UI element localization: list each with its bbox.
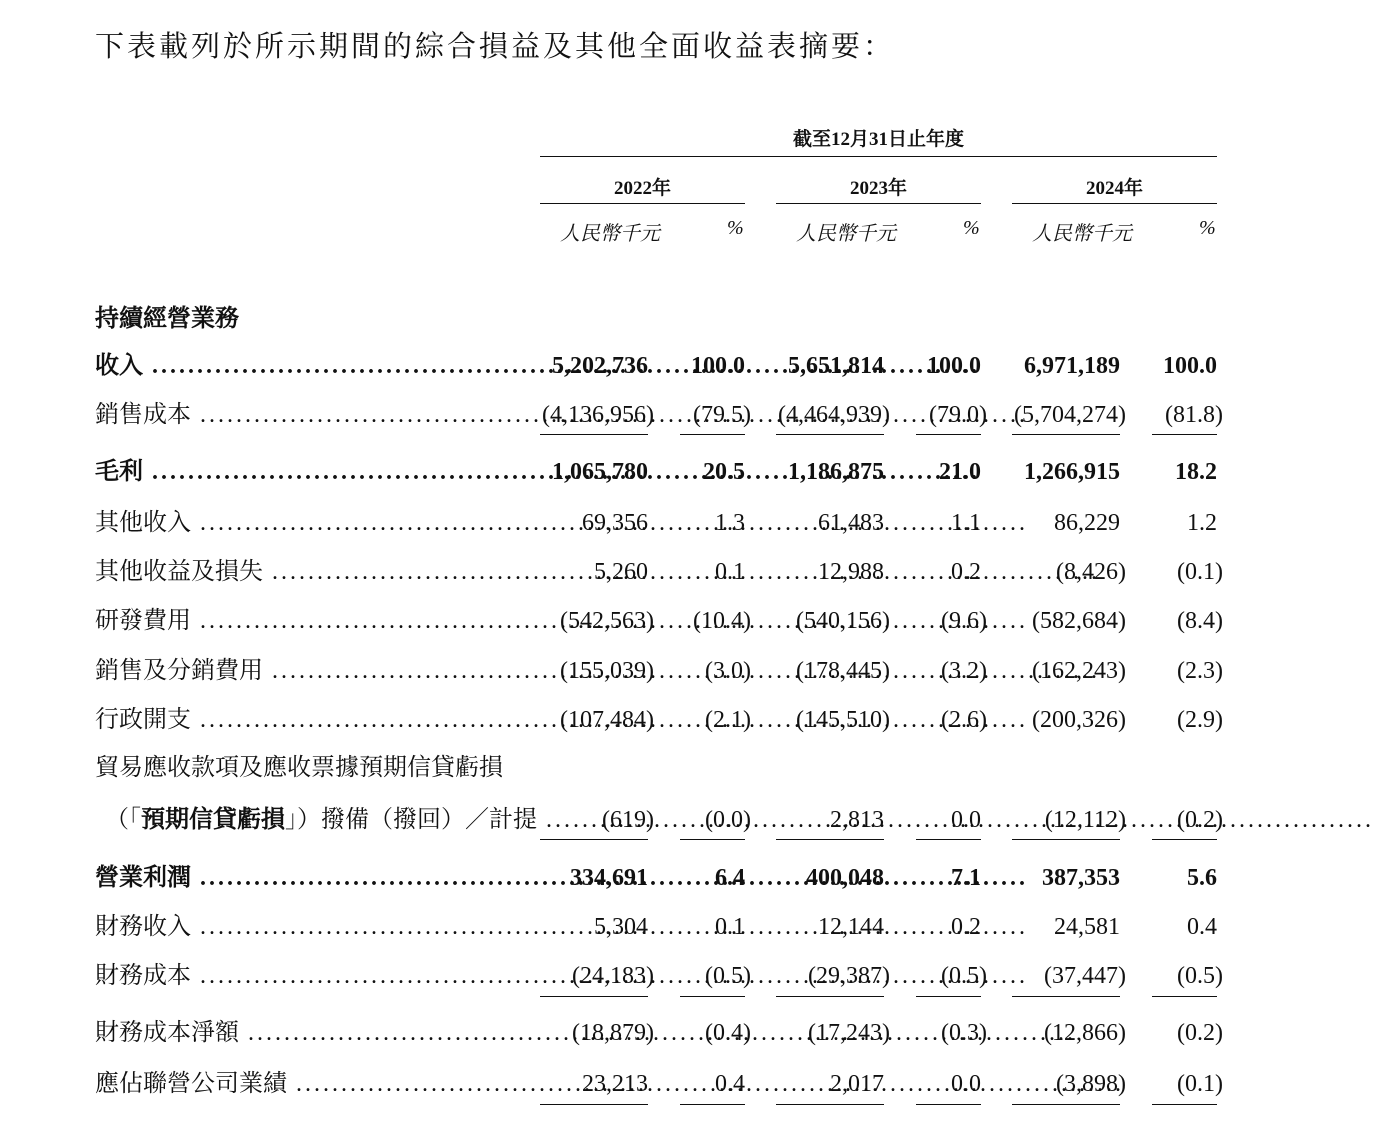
table-row [0, 398, 1274, 432]
cell-2024-amount: (200,326) [1032, 707, 1126, 733]
cell-2024-percent: (0.2) [1177, 1020, 1223, 1046]
cell-2023-percent: 21.0 [939, 459, 981, 485]
cell-2022-amount: 5,260 [594, 559, 648, 585]
cell-2023-percent: (79.0) [929, 402, 987, 428]
subtotal-rule [916, 996, 981, 997]
table-row [0, 1016, 1274, 1050]
cell-2024-amount: (5,704,274) [1014, 402, 1126, 428]
year-rule-2023 [776, 203, 981, 204]
year-header-2023: 2023年 [849, 178, 907, 199]
cell-2024-percent: (2.3) [1177, 658, 1223, 684]
cell-2023-amount: 2,813 [830, 807, 884, 833]
label-part: 」）撥備（撥回）／計提 [285, 807, 537, 833]
cell-2024-amount: 387,353 [1042, 865, 1120, 891]
cell-2023-amount: (145,510) [796, 707, 890, 733]
cell-2024-percent: (0.2) [1177, 807, 1223, 833]
subtotal-rule [776, 996, 884, 997]
cell-2024-percent: (0.5) [1177, 963, 1223, 989]
cell-2023-amount: (17,243) [808, 1020, 890, 1046]
cell-2024-percent: 0.4 [1187, 914, 1217, 940]
cell-2024-amount: (162,243) [1032, 658, 1126, 684]
table-row [0, 555, 1274, 589]
subtotal-rule [776, 434, 884, 435]
cell-2024-amount: 86,229 [1054, 510, 1120, 536]
subtotal-rule [680, 1104, 745, 1105]
cell-2023-percent: (0.3) [941, 1020, 987, 1046]
cell-2022-amount: (24,183) [572, 963, 654, 989]
cell-2022-percent: (0.4) [705, 1020, 751, 1046]
subtotal-rule [1152, 434, 1217, 435]
table-row [0, 506, 1274, 540]
cell-2022-percent: 0.1 [715, 914, 745, 940]
subtotal-rule [916, 434, 981, 435]
cell-2023-amount: 2,017 [830, 1071, 884, 1097]
cell-2023-amount: (29,387) [808, 963, 890, 989]
cell-2022-amount: 23,213 [582, 1071, 648, 1097]
row-label: 毛利 ..... [95, 455, 507, 489]
subtotal-rule [1012, 434, 1120, 435]
subtotal-rule [680, 839, 745, 840]
cell-2022-percent: 6.4 [715, 865, 745, 891]
subtotal-rule [1152, 996, 1217, 997]
cell-2022-percent: (3.0) [705, 658, 751, 684]
subtotal-rule [776, 1104, 884, 1105]
row-label: 財務成本淨額 ..... [95, 1016, 507, 1050]
unit-currency-2023: 人民幣千元 [796, 223, 896, 245]
cell-2023-amount: 5,651,814 [788, 353, 884, 379]
cell-2024-amount: (3,898) [1056, 1071, 1126, 1097]
year-header-2024: 2024年 [1085, 178, 1143, 199]
subtotal-rule [1152, 1104, 1217, 1105]
table-row [0, 751, 1274, 785]
cell-2022-amount: 69,356 [582, 510, 648, 536]
subtotal-rule [540, 839, 648, 840]
table-row [0, 349, 1274, 383]
row-label: 其他收入 ..... [95, 506, 507, 540]
table-row [0, 654, 1274, 688]
row-label: 其他收益及損失 ..... [95, 555, 507, 589]
unit-percent-2022: % [727, 217, 744, 239]
unit-percent-2024: % [1199, 217, 1216, 239]
cell-2022-percent: (79.5) [693, 402, 751, 428]
cell-2022-amount: 5,304 [594, 914, 648, 940]
label-part: （「 [105, 807, 141, 833]
cell-2023-percent: 1.1 [951, 510, 981, 536]
subtotal-rule [776, 839, 884, 840]
row-label: 研發費用 ..... [95, 604, 507, 638]
subtotal-rule [1012, 1104, 1120, 1105]
intro-text: 下表載列於所示期間的綜合損益及其他全面收益表摘要： [95, 31, 896, 63]
row-label: 銷售及分銷費用 ..... [95, 654, 507, 688]
subtotal-rule [916, 1104, 981, 1105]
cell-2024-amount: (12,866) [1044, 1020, 1126, 1046]
cell-2022-amount: 1,065,780 [552, 459, 648, 485]
cell-2022-amount: (107,484) [560, 707, 654, 733]
cell-2022-amount: (619) [602, 807, 654, 833]
cell-2022-percent: (2.1) [705, 707, 751, 733]
cell-2022-percent: 1.3 [715, 510, 745, 536]
cell-2022-amount: (18,879) [572, 1020, 654, 1046]
cell-2024-amount: 1,266,915 [1024, 459, 1120, 485]
cell-2023-percent: 0.2 [951, 559, 981, 585]
period-header: 截至12月31日止年度 [792, 129, 964, 150]
cell-2023-amount: (4,464,939) [778, 402, 890, 428]
cell-2023-amount: (178,445) [796, 658, 890, 684]
cell-2024-amount: 24,581 [1054, 914, 1120, 940]
subtotal-rule [916, 839, 981, 840]
cell-2024-amount: (37,447) [1044, 963, 1126, 989]
label-part-bold: 預期信貸虧損 [141, 807, 285, 833]
row-label: 財務收入 ..... [95, 910, 507, 944]
subtotal-rule [1012, 996, 1120, 997]
table-row [0, 861, 1274, 895]
cell-2023-percent: 0.0 [951, 807, 981, 833]
cell-2024-percent: 1.2 [1187, 510, 1217, 536]
cell-2024-percent: 18.2 [1175, 459, 1217, 485]
year-rule-2024 [1012, 203, 1217, 204]
cell-2024-percent: (2.9) [1177, 707, 1223, 733]
cell-2023-amount: 61,483 [818, 510, 884, 536]
cell-2022-percent: 0.4 [715, 1071, 745, 1097]
unit-currency-2024: 人民幣千元 [1032, 223, 1132, 245]
cell-2024-amount: (12,112) [1044, 807, 1126, 833]
cell-2024-amount: 6,971,189 [1024, 353, 1120, 379]
row-label: 財務成本 ..... [95, 959, 507, 993]
cell-2023-percent: (3.2) [941, 658, 987, 684]
unit-percent-2023: % [963, 217, 980, 239]
cell-2024-percent: (0.1) [1177, 1071, 1223, 1097]
cell-2023-percent: (2.6) [941, 707, 987, 733]
table-row [0, 455, 1274, 489]
section-title: 持續經營業務 [95, 306, 239, 332]
cell-2022-amount: 5,202,736 [552, 353, 648, 379]
cell-2023-percent: (0.5) [941, 963, 987, 989]
cell-2022-amount: (542,563) [560, 608, 654, 634]
year-rule-2022 [540, 203, 745, 204]
table-row [0, 703, 1274, 737]
subtotal-rule [540, 996, 648, 997]
cell-2023-percent: 0.2 [951, 914, 981, 940]
cell-2024-amount: (582,684) [1032, 608, 1126, 634]
cell-2022-percent: (0.0) [705, 807, 751, 833]
cell-2023-amount: 12,144 [818, 914, 884, 940]
cell-2024-percent: 100.0 [1163, 353, 1217, 379]
subtotal-rule [1152, 839, 1217, 840]
table-row [0, 803, 1274, 837]
cell-2022-percent: (10.4) [693, 608, 751, 634]
period-header-rule [540, 156, 1217, 157]
cell-2024-percent: 5.6 [1187, 865, 1217, 891]
cell-2023-amount: 12,988 [818, 559, 884, 585]
subtotal-rule [540, 434, 648, 435]
table-row [0, 910, 1274, 944]
cell-2022-amount: (4,136,956) [542, 402, 654, 428]
cell-2023-percent: (9.6) [941, 608, 987, 634]
cell-2022-amount: (155,039) [560, 658, 654, 684]
subtotal-rule [680, 434, 745, 435]
subtotal-rule [1012, 839, 1120, 840]
cell-2024-amount: (8,426) [1056, 559, 1126, 585]
table-row [0, 1067, 1274, 1101]
cell-2022-percent: 0.1 [715, 559, 745, 585]
cell-2022-amount: 334,691 [570, 865, 648, 891]
row-label: 行政開支 ..... [95, 703, 507, 737]
cell-2023-percent: 0.0 [951, 1071, 981, 1097]
cell-2024-percent: (81.8) [1165, 402, 1223, 428]
cell-2023-amount: 400,048 [806, 865, 884, 891]
cell-2024-percent: (8.4) [1177, 608, 1223, 634]
row-label: 營業利潤 ..... [95, 861, 507, 895]
table-row [0, 959, 1274, 993]
year-header-2022: 2022年 [613, 178, 671, 199]
table-row [0, 604, 1274, 638]
subtotal-rule [680, 996, 745, 997]
cell-2022-percent: 100.0 [691, 353, 745, 379]
subtotal-rule [540, 1104, 648, 1105]
row-label: 貿易應收款項及應收票據預期信貸虧損 [95, 755, 503, 781]
row-label: 收入 ..... [95, 349, 507, 383]
unit-currency-2022: 人民幣千元 [560, 223, 660, 245]
cell-2022-percent: 20.5 [703, 459, 745, 485]
row-label: 銷售成本 ..... [95, 398, 507, 432]
cell-2022-percent: (0.5) [705, 963, 751, 989]
row-label [105, 803, 537, 837]
cell-2024-percent: (0.1) [1177, 559, 1223, 585]
cell-2023-percent: 100.0 [927, 353, 981, 379]
cell-2023-amount: (540,156) [796, 608, 890, 634]
row-label: 應佔聯營公司業績 ..... [95, 1067, 507, 1101]
cell-2023-amount: 1,186,875 [788, 459, 884, 485]
cell-2023-percent: 7.1 [951, 865, 981, 891]
